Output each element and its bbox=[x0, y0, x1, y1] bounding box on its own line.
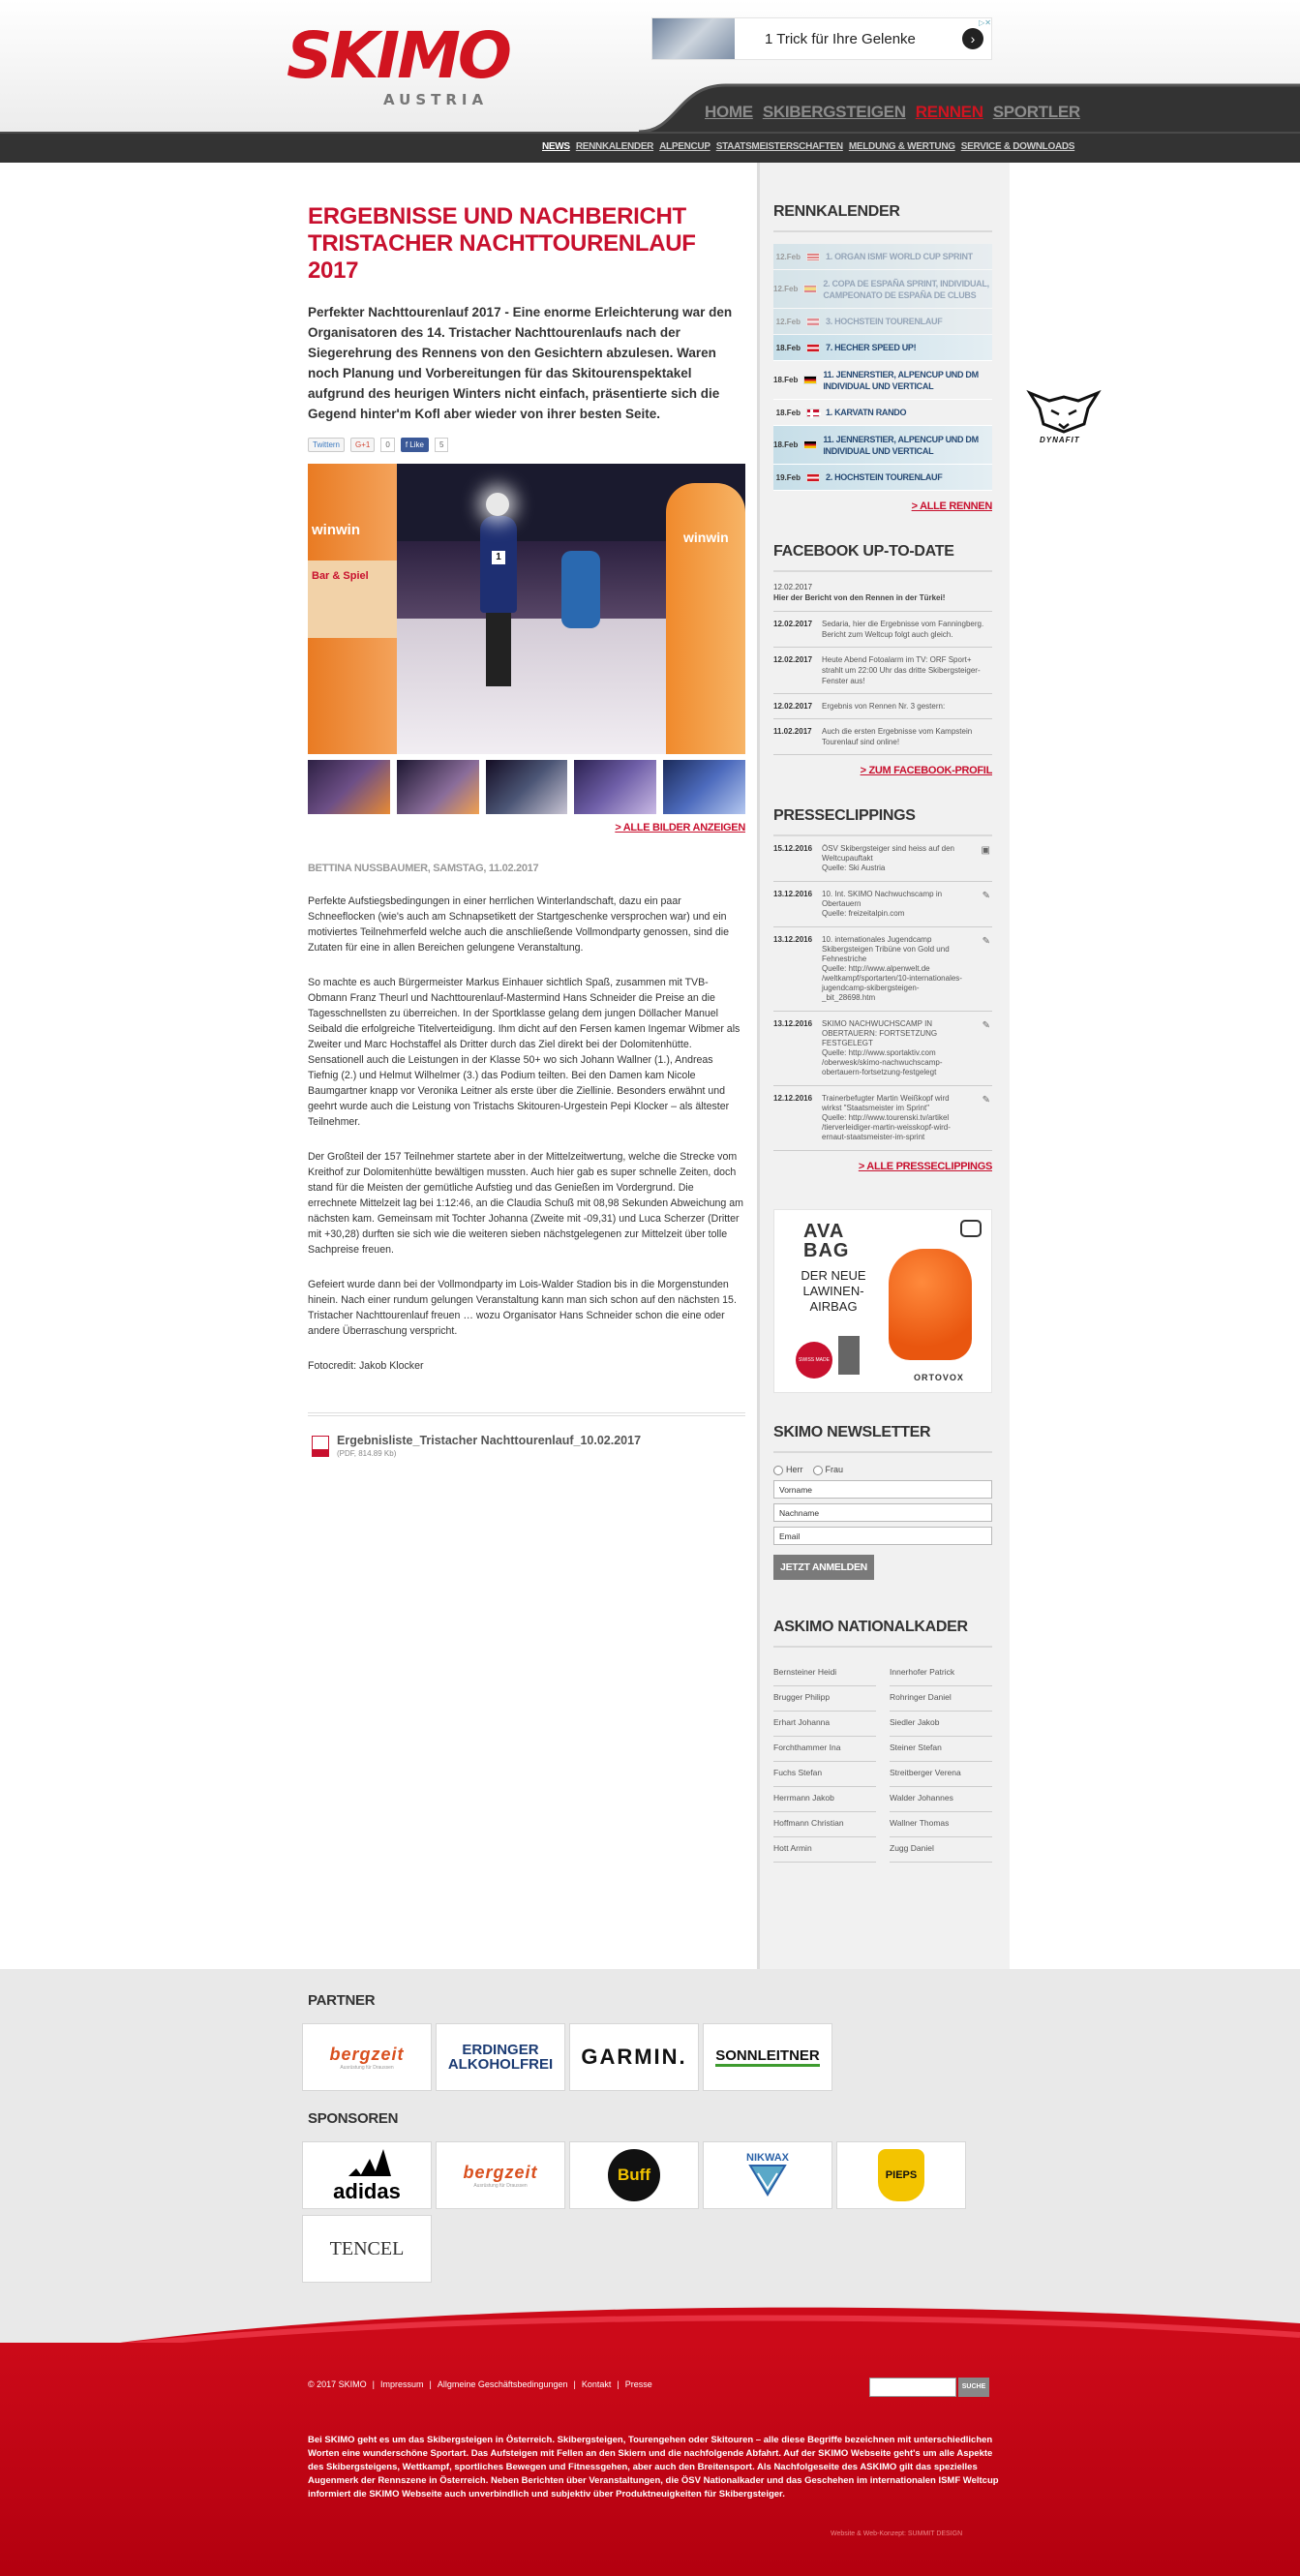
race-date: 12.Feb bbox=[773, 285, 799, 293]
athlete-link[interactable]: Hott Armin bbox=[773, 1837, 876, 1863]
sidebar bbox=[773, 203, 992, 1863]
race-name: 2. COPA DE ESPAÑA SPRINT, INDIVIDUAL, CAMPEONATO DE ESPAÑA DE CLUBS bbox=[823, 278, 989, 300]
pencil-icon: ✎ bbox=[982, 1095, 990, 1106]
gplus-button[interactable]: G+1 bbox=[350, 438, 375, 452]
press-clipping[interactable] bbox=[773, 836, 992, 882]
clipping-date: 13.12.2016 bbox=[773, 1019, 813, 1028]
partner-logo-bergzeit[interactable]: bergzeit Ausrüstung für Draussen bbox=[302, 2023, 432, 2091]
footer-impressum-link[interactable]: Impressum bbox=[380, 2379, 424, 2389]
paragraph: So machte es auch Bürgermeister Markus Einhauer sichtlich Spaß, zusammen mit TVB-Obmann Franz Theurl und Nachttourenlauf-Mastermind Hans Schneider die Preise an die Tagesschnellsten zu überreichen. In der Sportklasse gelang dem jungen Döllacher Manuel Seibald die erfolgreiche Titelverteidigung. Ihm dicht auf den Fersen kamen Ingemar Wibmer als Zweiter und Marc Hochstaffel als Dritter durch das Ziel direkt bei der Dolomitenhütte. Sensationell auch die Leistungen in der Klasse 50+ wo sich Johann Wallner (1.), Andreas Tiefnig (2.) und Helmut Wilhelmer (3.) das Podium teilten. Bei den Damen kam Nicole Baumgartner knapp vor Veronika Leitner als erste über die Ziellinie. Besonders erwähnt und geehrt wurde auch die Leistung von Tristachs Skitouren-Urgestein Pepi Klocker – als ältester Teilnehmer. bbox=[308, 977, 741, 1128]
subnav-news[interactable]: NEWS bbox=[542, 141, 570, 152]
footer-links: © 2017 SKIMO | Impressum | Allgmeine Geschäftsbedingungen | Kontakt | Presse bbox=[308, 2379, 652, 2389]
sponsor-logo-tencel[interactable]: TENCEL bbox=[302, 2215, 432, 2283]
sub-navigation bbox=[0, 132, 1300, 163]
image-icon: ▣ bbox=[981, 845, 990, 856]
paragraph: Perfekte Aufstiegsbedingungen in einer herrlichen Winterlandschaft, dazu ein paar Schneeflocken (wie's auch am Schnapsetikett der Startgeschenke versprochen war) und ein motiviertes Teilnehmerfeld welche auch die anschließende Vollmondparty genossen, sind die Zutaten für eine in allen Bereichen gelungene Veranstaltung. bbox=[308, 895, 729, 954]
adidas-stripes-icon bbox=[343, 2147, 391, 2176]
all-races-link[interactable]: > ALLE RENNEN bbox=[911, 500, 992, 512]
press-clipping[interactable] bbox=[773, 1086, 992, 1151]
athlete-link[interactable]: Streitberger Verena bbox=[890, 1762, 992, 1787]
flag-austria-icon bbox=[806, 344, 820, 352]
subnav-staatsmeisterschaften[interactable]: STAATSMEISTERSCHAFTEN bbox=[715, 141, 843, 152]
athlete-link[interactable]: Steiner Stefan bbox=[890, 1737, 992, 1762]
salutation-radios bbox=[773, 1465, 992, 1475]
ad-close-icon[interactable]: ▷✕ bbox=[979, 18, 991, 27]
skier-bib: 1 bbox=[492, 551, 505, 564]
race-name: 1. KARVATN RANDO bbox=[826, 408, 907, 417]
ad-product-card bbox=[838, 1336, 860, 1375]
clipping-date: 12.12.2016 bbox=[773, 1094, 813, 1103]
photo-crowd bbox=[397, 541, 666, 628]
post-date: 12.02.2017 bbox=[773, 702, 813, 711]
post-text: Heute Abend Fotoalarm im TV: ORF Sport+ strahlt um 22:00 Uhr das dritte Skibergsteiger-Fenster aus! bbox=[822, 655, 981, 685]
nikwax-mountain-icon bbox=[748, 2164, 787, 2197]
post-text: Hier der Bericht von den Rennen in der Türkei! bbox=[773, 593, 946, 602]
athlete-link[interactable]: Herrmann Jakob bbox=[773, 1787, 876, 1812]
attachment-size: (PDF, 814.89 Kb) bbox=[337, 1449, 397, 1458]
race-name: 1. ORGAN ISMF WORLD CUP SPRINT bbox=[826, 252, 973, 261]
footer-search-input[interactable] bbox=[869, 2378, 956, 2397]
radio-icon[interactable] bbox=[813, 1466, 823, 1475]
nav-home[interactable]: HOME bbox=[705, 103, 753, 121]
footer-copyright: © 2017 SKIMO bbox=[308, 2379, 367, 2389]
all-pictures-link[interactable]: > ALLE BILDER ANZEIGEN bbox=[615, 822, 745, 833]
athlete-link[interactable]: Fuchs Stefan bbox=[773, 1762, 876, 1787]
ad-brand: AVA BAG bbox=[803, 1221, 850, 1261]
article-title bbox=[308, 203, 745, 285]
ortovox-ad[interactable] bbox=[773, 1209, 992, 1393]
facebook-profile-link[interactable]: > ZUM FACEBOOK-PROFIL bbox=[860, 765, 992, 776]
clipping-date: 13.12.2016 bbox=[773, 890, 813, 898]
footer-about-text: Bei SKIMO geht es um das Skibergsteigen in Österreich. Skibergsteigen, Tourengehen oder Skitouren – alle diese Begriffe bezeichnen mit unterschiedlichen Worten eine wunderschöne Sportart. Das Aufsteigen mit Fellen an den Skiern und die nachfolgende Abfahrt. Auf der SKIMO Webseite geht's um alle Aspekte des Skibergsteigens, Wettkampf, sportliches Bewegen und Fitnessgehen, aber auch den Breitensport. Als Nachfolgeseite des ASKIMO gilt das spezielles Augenmerk der Rennszene in Österreich. Neben Berichten über Veranstaltungen, die ÖSV Nationalkader und das Geschehen im internationalen ISMF Weltcup informiert die SKIMO Webseite auch unverbindlich und subjektiv über Produktneuigkeiten für Skibergsteiger. bbox=[308, 2435, 999, 2500]
airbag-backpack-image bbox=[889, 1249, 972, 1360]
athlete-link[interactable]: Zugg Daniel bbox=[890, 1837, 992, 1863]
newsletter-heading: SKIMO NEWSLETTER bbox=[773, 1424, 992, 1453]
race-item[interactable] bbox=[773, 335, 992, 361]
race-name: 3. HOCHSTEIN TOURENLAUF bbox=[826, 317, 943, 326]
race-calendar-list bbox=[773, 244, 992, 491]
firstname-input[interactable]: Vorname bbox=[773, 1480, 992, 1499]
article-byline: BETTINA NUSSBAUMER, SAMSTAG, 11.02.2017 bbox=[308, 863, 539, 874]
race-name: 7. HECHER SPEED UP! bbox=[826, 343, 917, 352]
subnav-meldung-wertung[interactable]: MELDUNG & WERTUNG bbox=[848, 141, 955, 152]
photo-thumbnails bbox=[308, 760, 745, 814]
partner-logo-erdinger[interactable]: ERDINGER ALKOHOLFREI bbox=[436, 2023, 565, 2091]
athlete-link[interactable]: Erhart Johanna bbox=[773, 1712, 876, 1737]
partner-heading: PARTNER bbox=[308, 1992, 376, 2009]
main-navigation bbox=[705, 103, 1080, 122]
skimo-logo[interactable] bbox=[287, 17, 509, 114]
logo-wordmark: SKIMO bbox=[287, 18, 510, 93]
ad-seal: SWISS MADE bbox=[796, 1342, 832, 1379]
facebook-post[interactable] bbox=[773, 694, 992, 719]
race-item[interactable] bbox=[773, 270, 992, 309]
facebook-post[interactable] bbox=[773, 648, 992, 694]
athlete-link[interactable]: Brugger Philipp bbox=[773, 1686, 876, 1712]
clipping-date: 13.12.2016 bbox=[773, 935, 813, 944]
clipping-text: 10. internationales Jugendcamp Skibergsteigen Tribüne von Gold und Fehnestriche Quelle: http://www.alpenwelt.de /weltkampf/sportarten/10-internationales-jugendcamp-skibergsteigen-_bit_28698.htm bbox=[822, 935, 962, 1002]
ad-headline: 1 Trick für Ihre Gelenke bbox=[765, 31, 916, 47]
radio-icon[interactable] bbox=[773, 1466, 783, 1475]
photo-credit: Fotocredit: Jakob Klocker bbox=[308, 1360, 424, 1372]
ortovox-logo-icon bbox=[960, 1220, 982, 1237]
rennkalender-heading: RENNKALENDER bbox=[773, 203, 992, 232]
race-date: 18.Feb bbox=[775, 408, 801, 417]
gplus-count: 0 bbox=[380, 438, 394, 452]
nav-rennen[interactable]: RENNEN bbox=[915, 103, 983, 121]
post-text: Ergebnis von Rennen Nr. 3 gestern: bbox=[822, 702, 946, 711]
flag-norway-icon bbox=[806, 409, 820, 417]
race-date: 19.Feb bbox=[775, 472, 801, 482]
footer-agb-link[interactable]: Allgmeine Geschäftsbedingungen bbox=[437, 2379, 568, 2389]
press-clipping[interactable] bbox=[773, 1012, 992, 1086]
race-name: 2. HOCHSTEIN TOURENLAUF bbox=[826, 472, 943, 482]
flag-austria-icon bbox=[806, 318, 820, 326]
thumbnail[interactable] bbox=[308, 760, 390, 814]
pencil-icon: ✎ bbox=[982, 936, 990, 947]
facebook-post[interactable] bbox=[773, 719, 992, 755]
article-title-line2: TRISTACHER NACHTTOURENLAUF 2017 bbox=[308, 230, 696, 284]
presseclippings-heading: PRESSECLIPPINGS bbox=[773, 807, 992, 836]
logo-subtitle: AUSTRIA bbox=[383, 91, 489, 108]
sponsor-logo-bergzeit[interactable]: bergzeit Ausrüstung für Draussen bbox=[436, 2141, 565, 2209]
post-date: 12.02.2017 bbox=[773, 583, 813, 591]
twitter-share-button[interactable]: Twittern bbox=[308, 438, 345, 452]
sponsor-logo-pieps[interactable]: PIEPS bbox=[836, 2141, 966, 2209]
photo-official bbox=[561, 551, 600, 628]
ad-footer-brand: ORTOVOX bbox=[914, 1373, 964, 1382]
press-clipping[interactable] bbox=[773, 882, 992, 927]
pdf-attachment[interactable] bbox=[308, 1434, 745, 1463]
nav-sportler[interactable]: SPORTLER bbox=[992, 103, 1080, 121]
article-title-line1: ERGEBNISSE UND NACHBERICHT bbox=[308, 203, 686, 229]
divider bbox=[308, 1412, 745, 1416]
all-presseclippings-link[interactable]: > ALLE PRESSECLIPPINGS bbox=[858, 1161, 992, 1172]
nationalkader-list bbox=[773, 1661, 992, 1863]
paragraph: Der Großteil der 157 Teilnehmer startete aber in der Mittelzeitwertung, welche die Strecke vom Kreithof zur Dolomitenhütte bewältigen mussten. Auch hier gab es super schnelle Zeiten, doch stand für die Meisten der gemütliche Aufstieg und das Genießen im Vordergrund. Die errechnete Mittelzeit lag bei 1:12:46, an die Claudia Schuß mit 08,98 Sekunden Abweichung am nächsten kam. Gemeinsam mit Tochter Johanna (Zweite mit -09,31) und Luca Scherzer (Dritter mit +30,28) durften sie sich wie die weiteren sieben nächstgelegenen zur Mittelzeit über tolle Sachpreise freuen. bbox=[308, 1151, 743, 1256]
radio-frau[interactable]: Frau bbox=[813, 1465, 844, 1475]
flag-usa-icon bbox=[806, 253, 820, 261]
sponsor-logo-buff[interactable]: Buff bbox=[569, 2141, 699, 2209]
clipping-date: 15.12.2016 bbox=[773, 844, 813, 853]
photo-snow bbox=[397, 619, 666, 754]
athlete-link[interactable]: Siedler Jakob bbox=[890, 1712, 992, 1737]
nationalkader-heading: ASKIMO NATIONALKADER bbox=[773, 1619, 992, 1648]
footer-kontakt-link[interactable]: Kontakt bbox=[581, 2379, 612, 2389]
partner-logo-garmin[interactable]: GARMIN. bbox=[569, 2023, 699, 2091]
sponsor-logo-adidas[interactable]: adidas bbox=[302, 2141, 432, 2209]
dynafit-wordmark: DYNAFIT bbox=[1040, 436, 1080, 444]
site-header bbox=[0, 0, 1300, 132]
race-item[interactable] bbox=[773, 465, 992, 491]
skier-headlamp bbox=[486, 493, 509, 516]
article bbox=[308, 203, 745, 1463]
post-text: Auch die ersten Ergebnisse vom Kampstein Tourenlauf sind online! bbox=[822, 727, 973, 746]
ad-text: DER NEUE LAWINEN-AIRBAG bbox=[801, 1268, 866, 1314]
facebook-like-button[interactable]: f Like bbox=[401, 438, 429, 452]
lastname-input[interactable]: Nachname bbox=[773, 1503, 992, 1522]
thumbnail[interactable] bbox=[663, 760, 745, 814]
race-item[interactable] bbox=[773, 309, 992, 335]
facebook-like-count: 5 bbox=[435, 438, 448, 452]
pencil-icon: ✎ bbox=[982, 1020, 990, 1031]
flag-germany-icon bbox=[803, 376, 817, 384]
nav-skibergsteigen[interactable]: SKIBERGSTEIGEN bbox=[762, 103, 906, 121]
photo-skier bbox=[480, 516, 517, 613]
race-name: 11. JENNERSTIER, ALPENCUP UND DM INDIVIDUAL UND VERTICAL bbox=[823, 434, 979, 456]
banner-right-brand: winwin bbox=[683, 530, 729, 545]
top-banner-ad[interactable] bbox=[651, 17, 992, 60]
flag-spain-icon bbox=[803, 285, 817, 293]
article-lead: Perfekter Nachttourenlauf 2017 - Eine enorme Erleichterung war den Organisatoren des 14. Tristacher Nachttourenlaufs nach der Siegerehrung des Rennens von den Gesichtern abzulesen. Waren noch Planung und Vorbereitungen für das Skitourenspektakel aufgrund des heurigen Winters nicht einfach, präsentierte sich die Gegend hinter'm Kofl aber wieder von ihrer besten Seite. bbox=[308, 305, 733, 421]
athlete-link[interactable]: Rohringer Daniel bbox=[890, 1686, 992, 1712]
partner-logo-sonnleitner[interactable]: SONNLEITNER bbox=[703, 2023, 832, 2091]
facebook-top-post[interactable] bbox=[773, 582, 992, 612]
subscribe-button[interactable]: JETZT ANMELDEN bbox=[773, 1555, 874, 1580]
athlete-link[interactable]: Hoffmann Christian bbox=[773, 1812, 876, 1837]
share-bar bbox=[308, 438, 745, 452]
hero-photo[interactable] bbox=[308, 464, 745, 754]
thumbnail[interactable] bbox=[574, 760, 656, 814]
sponsor-logo-nikwax[interactable]: NIKWAX bbox=[703, 2141, 832, 2209]
race-date: 12.Feb bbox=[775, 317, 801, 326]
subnav-rennkalender[interactable]: RENNKALENDER bbox=[575, 141, 654, 152]
sponsoren-heading: SPONSOREN bbox=[308, 2110, 399, 2127]
race-date: 18.Feb bbox=[775, 343, 801, 352]
pencil-icon: ✎ bbox=[982, 891, 990, 901]
clipping-text: Trainerbefugter Martin Weißkopf wird wirkst "Staatsmeister im Sprint" Quelle: http://www.tourenski.tv/artikel /tierverleidiger-martin-weisskopf-wird-ernaut-staatsmeister-im-sprint bbox=[822, 1094, 951, 1141]
thumbnail[interactable] bbox=[397, 760, 479, 814]
athlete-link[interactable]: Bernsteiner Heidi bbox=[773, 1661, 876, 1686]
post-text: Sedaria, hier die Ergebnisse vom Fanningberg. Bericht zum Weltcup folgt auch gleich. bbox=[822, 620, 984, 639]
post-date: 12.02.2017 bbox=[773, 655, 813, 664]
snow-leopard-icon bbox=[1026, 387, 1102, 436]
footer-credit[interactable]: Website & Web-Konzept: SUMMIT DESIGN bbox=[831, 2531, 963, 2537]
race-date: 12.Feb bbox=[775, 252, 801, 261]
facebook-heading: FACEBOOK UP-TO-DATE bbox=[773, 543, 992, 572]
clipping-text: ÖSV Skibergsteiger sind heiss auf den Weltcupauftakt Quelle: Ski Austria bbox=[822, 844, 954, 872]
race-item[interactable] bbox=[773, 244, 992, 270]
dynafit-logo[interactable] bbox=[1026, 387, 1102, 449]
paragraph: Gefeiert wurde dann bei der Vollmondparty im Lois-Walder Stadion bis in die Morgenstunden hinein. Nach einer rundum gelungen Veranstaltung kann man sich schon auf den nächsten 15. Tristacher Nachttourenlauf freuen … wozu Organisator Hans Schneider schon die eine oder andere Überraschung verspricht. bbox=[308, 1279, 737, 1337]
attachment-name[interactable]: Ergebnisliste_Tristacher Nachttourenlauf_10.02.2017 bbox=[337, 1434, 642, 1447]
ad-image bbox=[652, 18, 735, 59]
clipping-text: 10. Int. SKIMO Nachwuchscamp in Obertauern Quelle: freizeitalpin.com bbox=[822, 890, 943, 918]
photo-banner-left bbox=[308, 464, 397, 754]
post-date: 12.02.2017 bbox=[773, 620, 813, 628]
footer-search-button[interactable]: SUCHE bbox=[958, 2378, 989, 2397]
athlete-link[interactable]: Wallner Thomas bbox=[890, 1812, 992, 1837]
clipping-text: SKIMO NACHWUCHSCAMP IN OBERTAUERN: FORTSETZUNG FESTGELEGT Quelle: http://www.sportaktiv.com /oberwesk/skimo-nachwuchscamp-obertauern-fortsetzung-festgelegt bbox=[822, 1019, 943, 1076]
footer-presse-link[interactable]: Presse bbox=[624, 2379, 652, 2389]
athlete-link[interactable]: Forchthammer Ina bbox=[773, 1737, 876, 1762]
race-name: 11. JENNERSTIER, ALPENCUP UND DM INDIVIDUAL UND VERTICAL bbox=[823, 369, 979, 391]
email-input[interactable]: Email bbox=[773, 1527, 992, 1545]
ad-arrow-icon[interactable]: › bbox=[962, 28, 983, 49]
race-item[interactable] bbox=[773, 400, 992, 426]
athlete-link[interactable]: Innerhofer Patrick bbox=[890, 1661, 992, 1686]
race-date: 18.Feb bbox=[773, 376, 799, 384]
subnav-service-downloads[interactable]: SERVICE & DOWNLOADS bbox=[960, 141, 1075, 152]
pdf-icon bbox=[312, 1436, 329, 1457]
radio-herr[interactable]: Herr bbox=[773, 1465, 803, 1475]
banner-left-brand: winwin bbox=[312, 522, 360, 538]
race-item[interactable] bbox=[773, 426, 992, 465]
subnav-alpencup[interactable]: ALPENCUP bbox=[659, 141, 710, 152]
thumbnail[interactable] bbox=[486, 760, 568, 814]
press-clipping[interactable] bbox=[773, 927, 992, 1012]
article-body bbox=[308, 894, 745, 1374]
flag-austria-icon bbox=[806, 473, 820, 482]
flag-germany-icon bbox=[803, 440, 817, 449]
banner-left-sub: Bar & Spiel bbox=[312, 570, 369, 582]
race-item[interactable] bbox=[773, 361, 992, 400]
athlete-link[interactable]: Walder Johannes bbox=[890, 1787, 992, 1812]
post-date: 11.02.2017 bbox=[773, 727, 812, 736]
photo-banner-right bbox=[666, 483, 745, 754]
race-date: 18.Feb bbox=[773, 440, 799, 449]
facebook-post[interactable] bbox=[773, 612, 992, 648]
